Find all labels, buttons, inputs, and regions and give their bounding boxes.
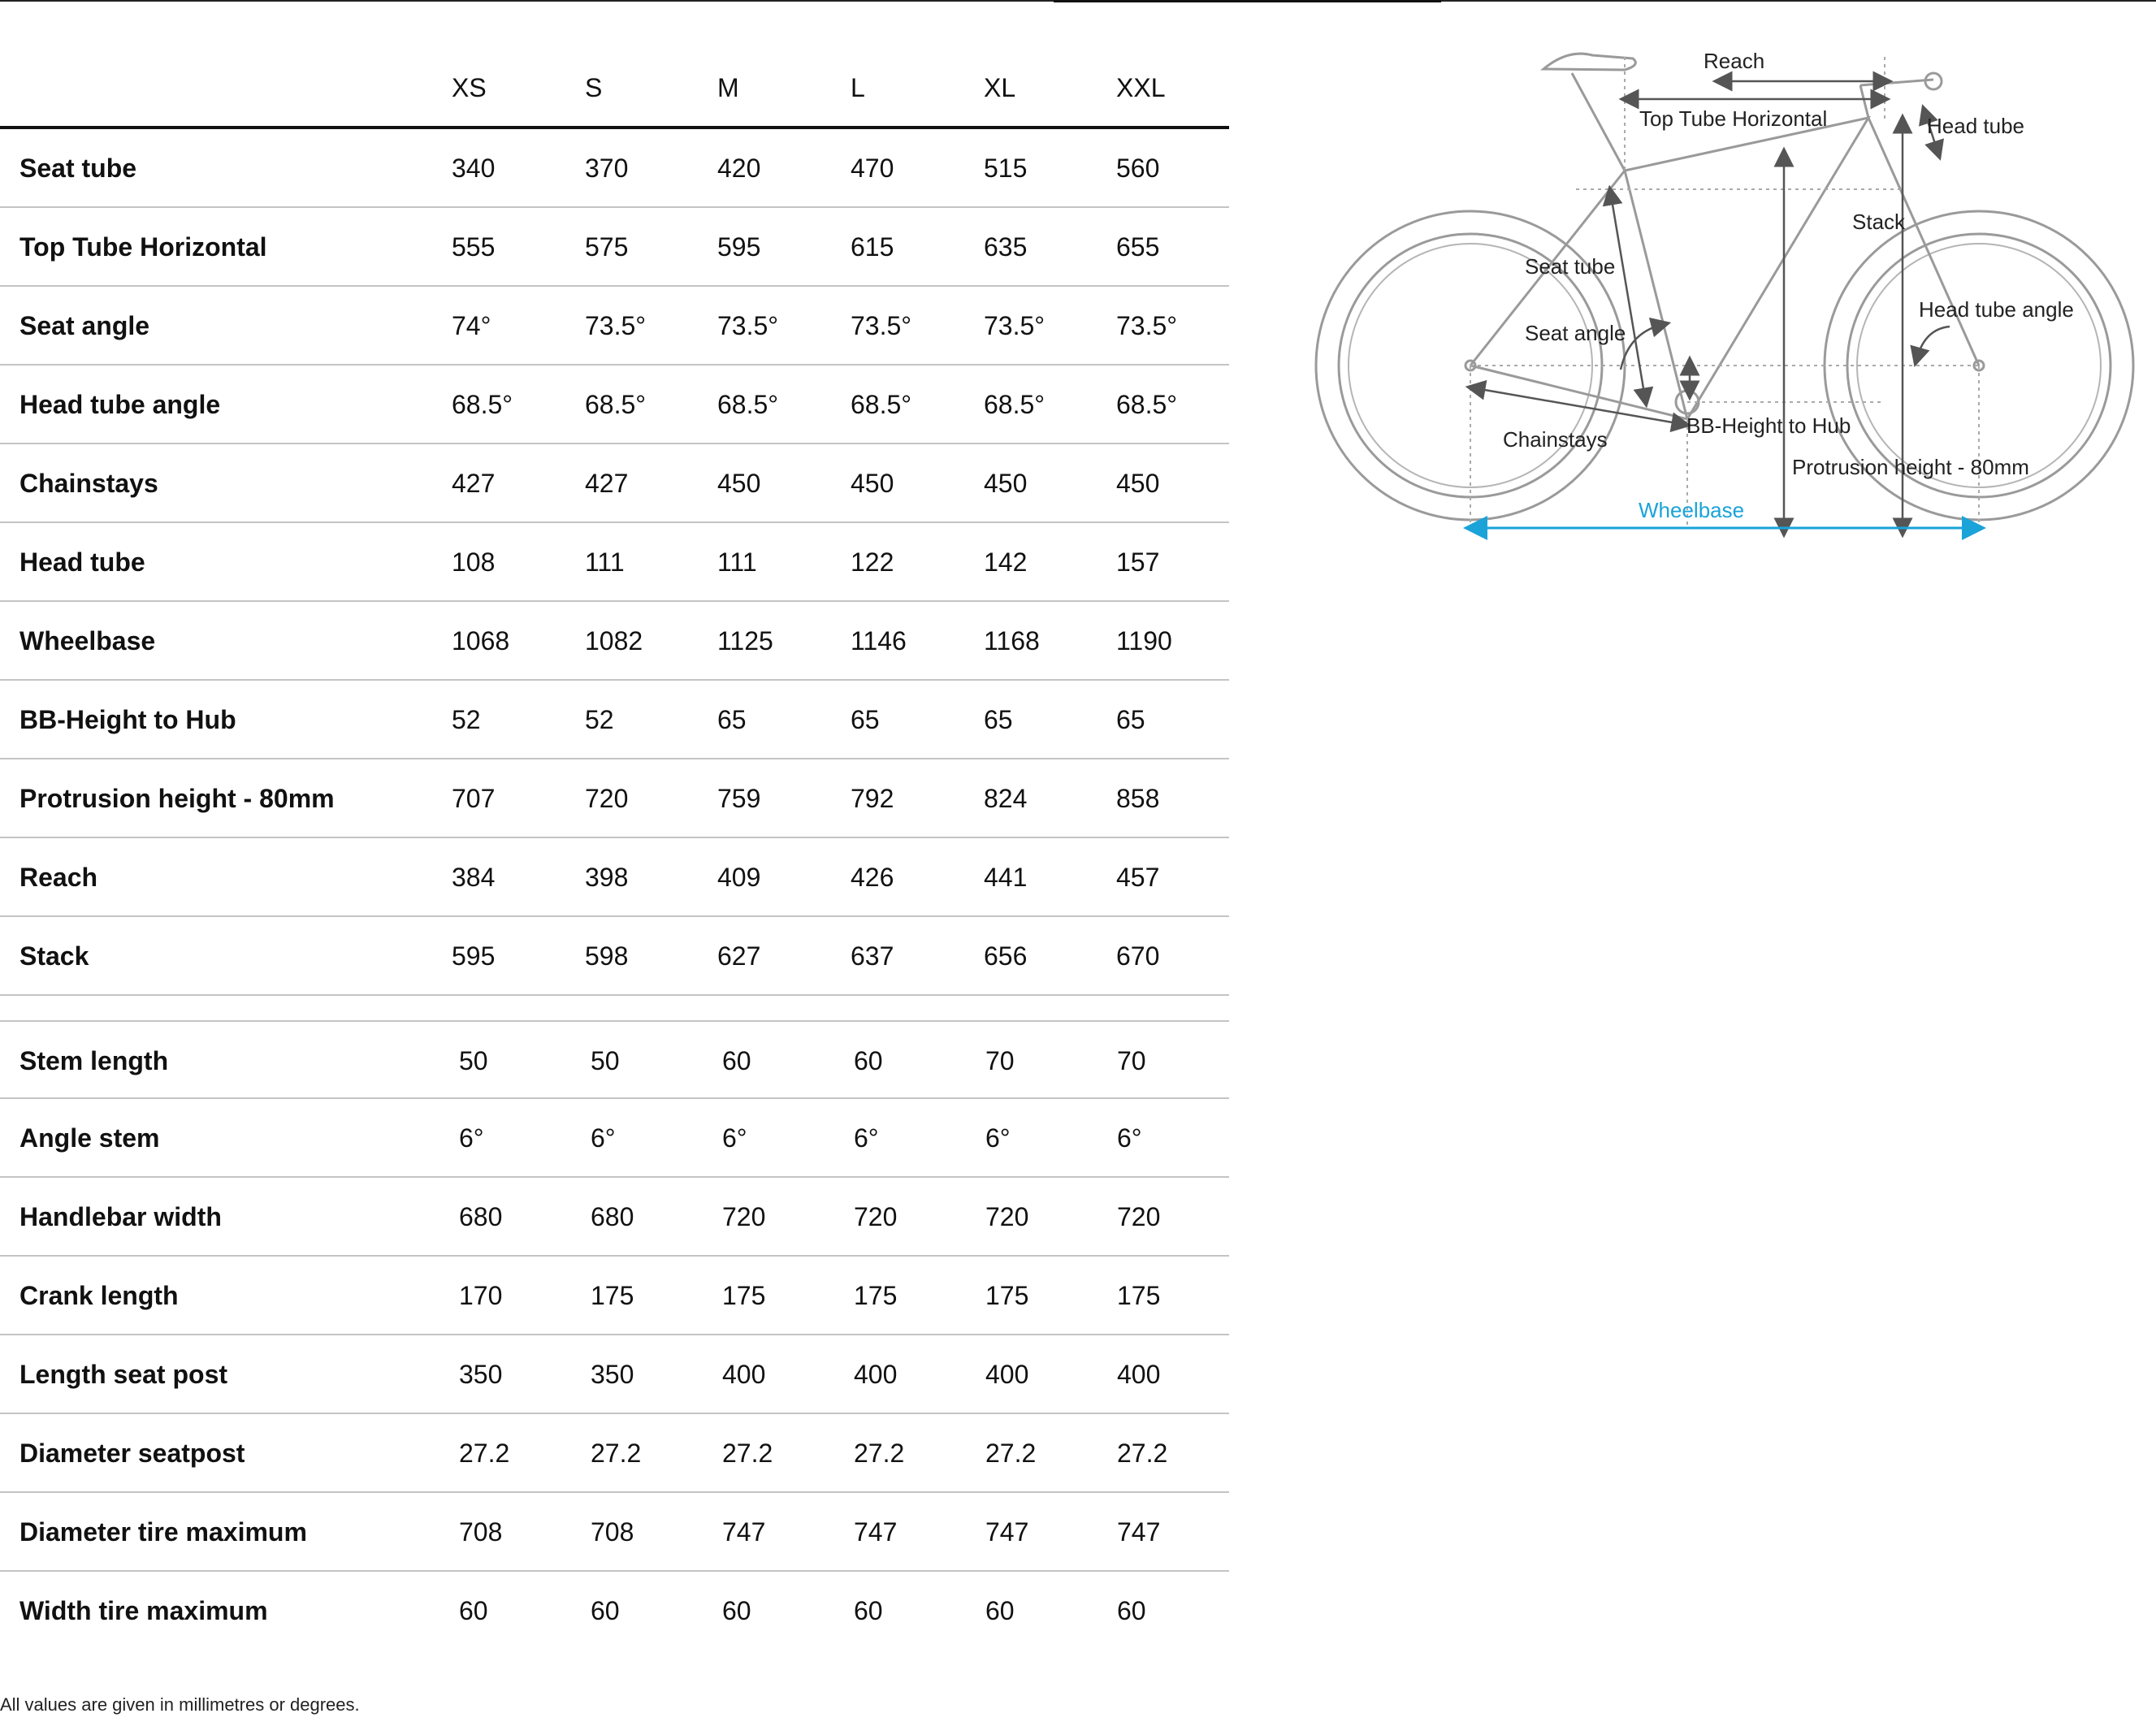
size-header: XXL [1116, 73, 1166, 102]
table-cell: 426 [851, 863, 894, 892]
table-cell: 68.5° [1116, 390, 1178, 419]
table-cell: 384 [452, 863, 496, 892]
row-label: Reach [19, 863, 98, 892]
table-cell: 720 [722, 1202, 766, 1231]
table-cell: 74° [452, 311, 491, 340]
label-top-tube: Top Tube Horizontal [1639, 106, 1828, 131]
table-cell: 50 [459, 1046, 488, 1075]
row-label: Width tire maximum [19, 1596, 268, 1625]
row-label: Head tube [19, 547, 145, 577]
table-cell: 1068 [452, 626, 510, 655]
table-cell: 68.5° [717, 390, 779, 419]
label-stack: Stack [1852, 210, 1906, 234]
table-cell: 65 [717, 705, 747, 734]
bike-geometry-diagram [1300, 41, 2156, 544]
table-cell: 6° [1117, 1123, 1142, 1153]
label-seat-tube: Seat tube [1525, 254, 1616, 279]
table-cell: 370 [585, 154, 629, 183]
table-cell: 50 [591, 1046, 620, 1075]
row-label: Seat angle [19, 311, 150, 340]
table-cell: 598 [585, 941, 629, 971]
table-cell: 73.5° [851, 311, 912, 340]
table-row [0, 1178, 1229, 1257]
table-row [0, 208, 1229, 287]
table-row [0, 444, 1229, 523]
table-cell: 409 [717, 863, 761, 892]
table-header-row [0, 41, 1229, 129]
row-label: Head tube angle [19, 390, 221, 419]
table-cell: 515 [984, 154, 1028, 183]
table-cell: 708 [459, 1517, 503, 1547]
units-footnote: All values are given in millimetres or degrees. [0, 1694, 360, 1715]
table-cell: 1125 [717, 626, 773, 655]
row-label: Handlebar width [19, 1202, 222, 1231]
table-cell: 450 [1116, 469, 1160, 498]
table-cell: 441 [984, 863, 1028, 892]
table-cell: 759 [717, 784, 761, 813]
table-row [0, 287, 1229, 366]
table-cell: 560 [1116, 154, 1160, 183]
table-cell: 60 [1117, 1596, 1146, 1625]
table-row [0, 759, 1229, 838]
size-header: XL [984, 73, 1016, 102]
table-cell: 6° [591, 1123, 616, 1153]
table-cell: 707 [452, 784, 496, 813]
table-cell: 65 [851, 705, 880, 734]
table-cell: 1168 [984, 626, 1040, 655]
row-label: Length seat post [19, 1360, 228, 1389]
table-cell: 858 [1116, 784, 1160, 813]
table-row [0, 1099, 1229, 1178]
table-cell: 555 [452, 232, 496, 262]
table-cell: 400 [854, 1360, 898, 1389]
table-cell: 60 [854, 1596, 883, 1625]
row-label: Diameter seatpost [19, 1439, 245, 1468]
size-header: L [851, 73, 865, 102]
label-wheelbase: Wheelbase [1639, 498, 1745, 522]
bike-geometry-svg [1300, 41, 2156, 544]
table-cell: 6° [722, 1123, 747, 1153]
table-cell: 6° [854, 1123, 879, 1153]
table-cell: 68.5° [984, 390, 1046, 419]
table-cell: 670 [1116, 941, 1160, 971]
table-cell: 400 [1117, 1360, 1161, 1389]
table-cell: 68.5° [452, 390, 513, 419]
table-cell: 111 [717, 547, 757, 577]
table-cell: 68.5° [585, 390, 647, 419]
table-cell: 747 [854, 1517, 898, 1547]
table-row [0, 366, 1229, 444]
table-cell: 747 [722, 1517, 766, 1547]
table-cell: 595 [717, 232, 761, 262]
table-cell: 627 [717, 941, 761, 971]
table-cell: 792 [851, 784, 894, 813]
table-cell: 680 [591, 1202, 634, 1231]
row-label: Diameter tire maximum [19, 1517, 307, 1547]
table-cell: 708 [591, 1517, 634, 1547]
table-cell: 720 [585, 784, 629, 813]
table-cell: 1190 [1116, 626, 1172, 655]
table-cell: 470 [851, 154, 894, 183]
table-cell: 27.2 [854, 1439, 905, 1468]
table-cell: 27.2 [722, 1439, 773, 1468]
row-label: Angle stem [19, 1123, 160, 1153]
row-label: Wheelbase [19, 626, 156, 655]
row-label: Stack [19, 941, 89, 971]
row-label: BB-Height to Hub [19, 705, 236, 734]
label-head-tube: Head tube [1927, 114, 2024, 138]
table-cell: 73.5° [717, 311, 779, 340]
top-border-accent [1054, 0, 1441, 2]
table-cell: 450 [717, 469, 761, 498]
table-cell: 60 [459, 1596, 488, 1625]
label-seat-angle: Seat angle [1525, 321, 1626, 345]
row-label: Protrusion height - 80mm [19, 784, 335, 813]
row-label: Stem length [19, 1046, 169, 1075]
table-cell: 350 [591, 1360, 634, 1389]
label-chainstays: Chainstays [1503, 427, 1608, 452]
table-cell: 400 [985, 1360, 1029, 1389]
table-row [0, 681, 1229, 759]
table-cell: 175 [591, 1281, 634, 1310]
table-cell: 1146 [851, 626, 907, 655]
label-head-tube-angle: Head tube angle [1919, 297, 2074, 322]
table-cell: 122 [851, 547, 894, 577]
table-cell: 655 [1116, 232, 1160, 262]
table-cell: 70 [1117, 1046, 1146, 1075]
table-cell: 450 [851, 469, 894, 498]
table-cell: 142 [984, 547, 1028, 577]
table-cell: 400 [722, 1360, 766, 1389]
size-header: XS [452, 73, 487, 102]
row-label: Chainstays [19, 469, 158, 498]
table-cell: 108 [452, 547, 496, 577]
table-cell: 60 [854, 1046, 883, 1075]
table-cell: 350 [459, 1360, 503, 1389]
table-cell: 60 [591, 1596, 620, 1625]
table-cell: 157 [1116, 547, 1160, 577]
table-cell: 720 [854, 1202, 898, 1231]
table-row [0, 1414, 1229, 1493]
table-cell: 73.5° [1116, 311, 1178, 340]
table-row [0, 129, 1229, 208]
table-cell: 73.5° [984, 311, 1046, 340]
geometry-table [0, 41, 1229, 1651]
table-cell: 60 [985, 1596, 1015, 1625]
table-cell: 175 [985, 1281, 1029, 1310]
row-label: Top Tube Horizontal [19, 232, 267, 262]
row-label: Seat tube [19, 154, 137, 183]
table-row [0, 838, 1229, 917]
size-header: M [717, 73, 739, 102]
label-reach: Reach [1704, 49, 1765, 73]
table-cell: 450 [984, 469, 1028, 498]
table-cell: 1082 [585, 626, 643, 655]
table-cell: 6° [985, 1123, 1011, 1153]
table-cell: 52 [452, 705, 481, 734]
table-cell: 70 [985, 1046, 1015, 1075]
section-gap [0, 996, 1229, 1020]
table-cell: 457 [1116, 863, 1160, 892]
table-cell: 595 [452, 941, 496, 971]
table-cell: 747 [985, 1517, 1029, 1547]
label-bb-height: BB-Height to Hub [1686, 413, 1851, 438]
table-row [0, 1493, 1229, 1572]
table-cell: 720 [1117, 1202, 1161, 1231]
table-row [0, 602, 1229, 681]
table-cell: 52 [585, 705, 614, 734]
table-cell: 824 [984, 784, 1028, 813]
table-cell: 175 [1117, 1281, 1161, 1310]
table-cell: 635 [984, 232, 1028, 262]
table-row [0, 1572, 1229, 1651]
table-cell: 65 [1116, 705, 1145, 734]
table-cell: 175 [854, 1281, 898, 1310]
table-cell: 6° [459, 1123, 484, 1153]
table-row [0, 1335, 1229, 1414]
table-cell: 68.5° [851, 390, 912, 419]
table-cell: 420 [717, 154, 761, 183]
row-label: Crank length [19, 1281, 179, 1310]
table-cell: 575 [585, 232, 629, 262]
size-header: S [585, 73, 603, 102]
table-cell: 637 [851, 941, 894, 971]
table-cell: 680 [459, 1202, 503, 1231]
table-cell: 27.2 [459, 1439, 510, 1468]
table-cell: 427 [452, 469, 496, 498]
table-row [0, 1257, 1229, 1335]
table-cell: 60 [722, 1046, 751, 1075]
table-cell: 27.2 [985, 1439, 1037, 1468]
table-cell: 340 [452, 154, 496, 183]
table-cell: 65 [984, 705, 1013, 734]
table-cell: 747 [1117, 1517, 1161, 1547]
table-cell: 720 [985, 1202, 1029, 1231]
table-cell: 170 [459, 1281, 503, 1310]
table-cell: 111 [585, 547, 625, 577]
table-cell: 398 [585, 863, 629, 892]
table-row [0, 523, 1229, 602]
table-cell: 60 [722, 1596, 751, 1625]
table-row [0, 1020, 1229, 1099]
table-cell: 73.5° [585, 311, 647, 340]
table-row [0, 917, 1229, 996]
table-cell: 656 [984, 941, 1028, 971]
table-cell: 27.2 [1117, 1439, 1168, 1468]
label-protrusion: Protrusion height - 80mm [1792, 455, 2029, 479]
table-cell: 27.2 [591, 1439, 642, 1468]
table-cell: 427 [585, 469, 629, 498]
table-cell: 175 [722, 1281, 766, 1310]
table-cell: 615 [851, 232, 894, 262]
